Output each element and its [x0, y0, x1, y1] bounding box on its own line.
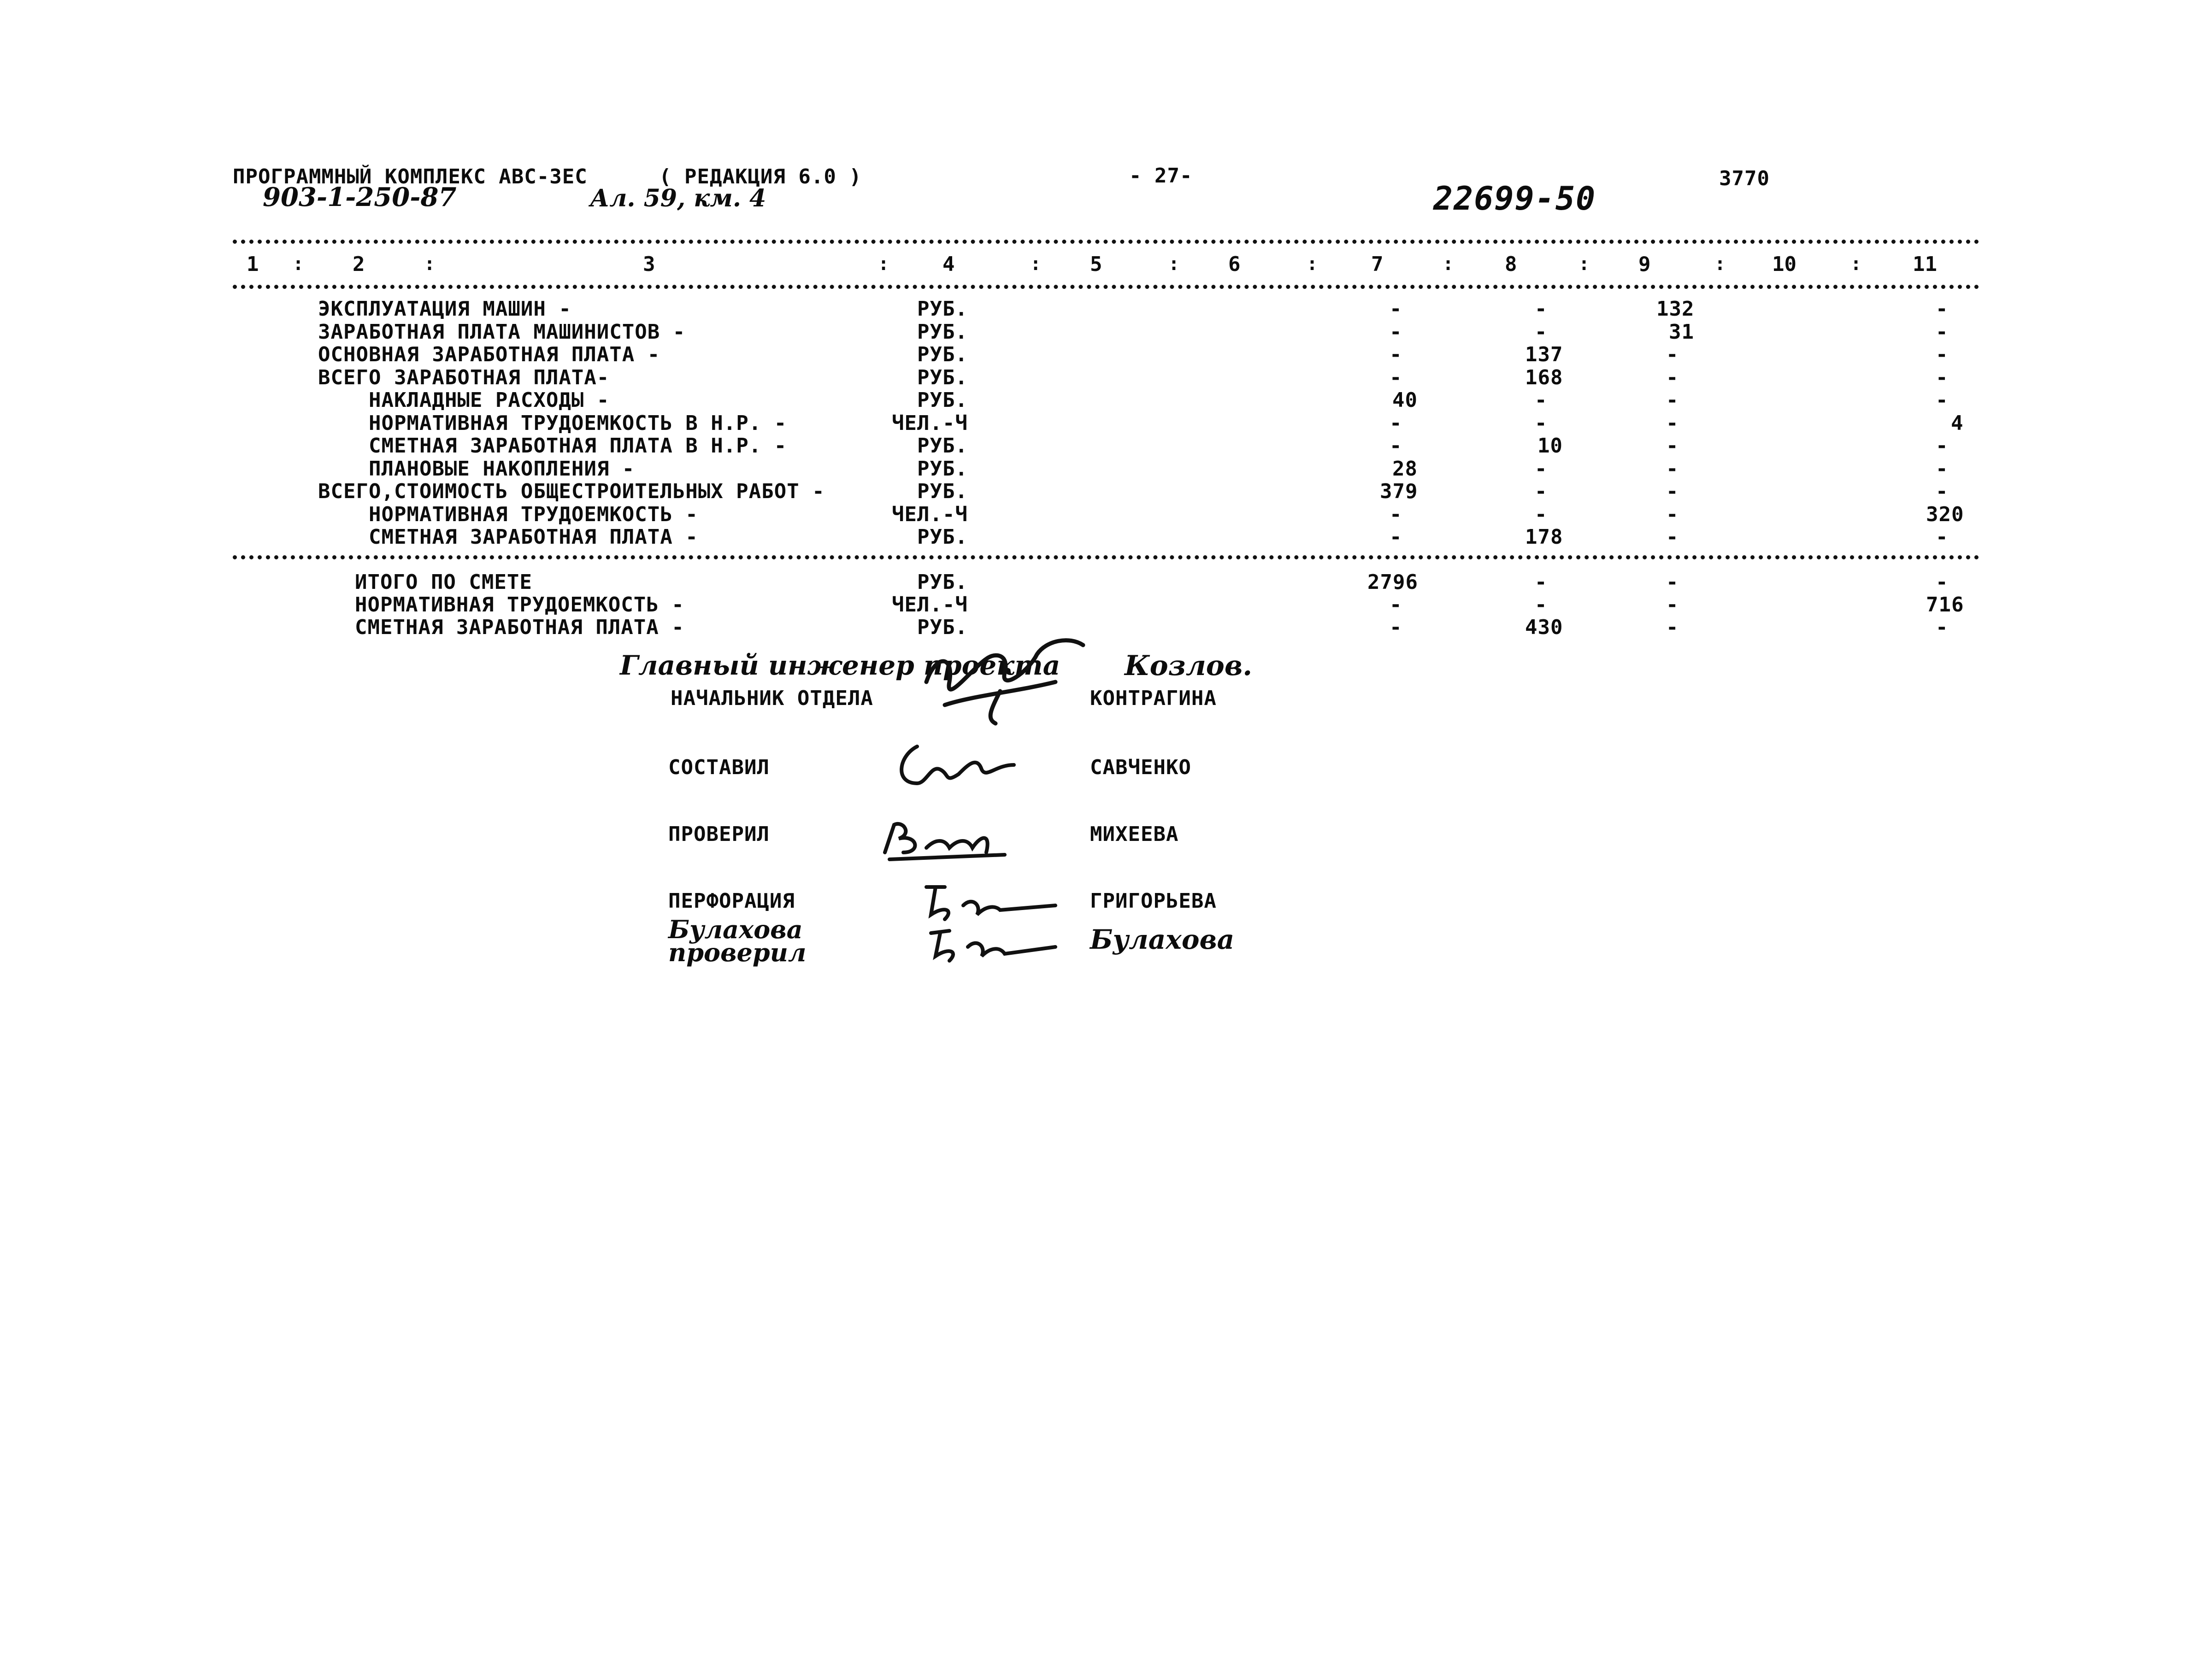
cell-col-11: 320 — [1926, 502, 1964, 526]
top-rule — [233, 240, 1979, 244]
col-separator: : — [1850, 253, 1862, 275]
cell-col-11: - — [1936, 365, 1949, 389]
cell-col-9: - — [1666, 365, 1679, 389]
table-row — [0, 320, 2197, 343]
cell-col-11: - — [1936, 480, 1949, 503]
chief-engineer-title: Главный инженер проекта — [620, 650, 1060, 681]
checked-by-title: ПРОВЕРИЛ — [668, 822, 770, 846]
cell-col-8: - — [1535, 502, 1548, 526]
row-unit: РУБ. — [917, 320, 968, 344]
row-label: ОСНОВНАЯ ЗАРАБОТНАЯ ПЛАТА - — [318, 343, 660, 366]
checker-signature-graphic — [876, 816, 1014, 862]
table-row — [0, 388, 2197, 411]
row-unit: РУБ. — [917, 457, 968, 481]
row-unit: РУБ. — [917, 343, 968, 366]
document-number: 22699-50 — [1433, 180, 1596, 217]
cell-col-11: - — [1936, 388, 1949, 412]
row-label: ИТОГО ПО СМЕТЕ — [355, 570, 532, 594]
row-unit: ЧЕЛ.-Ч — [892, 411, 968, 435]
cell-col-11: - — [1936, 570, 1949, 594]
cell-col-8: - — [1535, 593, 1548, 617]
col-separator: : — [1168, 253, 1180, 275]
cell-col-7: 40 — [1392, 388, 1418, 412]
col-separator: : — [1030, 253, 1042, 275]
row-label: НОРМАТИВНАЯ ТРУДОЕМКОСТЬ - — [355, 593, 684, 617]
cell-col-11: - — [1936, 525, 1949, 549]
cell-col-11: - — [1936, 434, 1949, 458]
col-separator: : — [878, 253, 889, 275]
table-row — [0, 434, 2197, 457]
row-label: СМЕТНАЯ ЗАРАБОТНАЯ ПЛАТА - — [369, 525, 698, 549]
row-label: ПЛАНОВЫЕ НАКОПЛЕНИЯ - — [369, 457, 635, 481]
cell-col-9: - — [1666, 593, 1679, 617]
handwritten-extra-title-2: проверил — [668, 938, 807, 967]
cell-col-11: - — [1936, 320, 1949, 344]
cell-col-7: - — [1390, 343, 1402, 366]
cell-col-8: - — [1535, 411, 1548, 435]
cell-col-8: 10 — [1537, 434, 1563, 458]
cell-col-7: 379 — [1380, 480, 1418, 503]
program-edition: ( РЕДАКЦИЯ 6.0 ) — [659, 165, 862, 188]
handwritten-extra-title-1: Булахова — [668, 915, 803, 944]
row-label: СМЕТНАЯ ЗАРАБОТНАЯ ПЛАТА В Н.Р. - — [369, 434, 787, 458]
row-label: НОРМАТИВНАЯ ТРУДОЕМКОСТЬ В Н.Р. - — [369, 411, 787, 435]
cell-col-7: - — [1390, 365, 1402, 389]
perforation-signature-graphic — [917, 878, 1069, 965]
row-label: НОРМАТИВНАЯ ТРУДОЕМКОСТЬ - — [369, 502, 698, 526]
cell-col-7: - — [1390, 593, 1402, 617]
cell-col-7: - — [1390, 320, 1402, 344]
head-of-department-name: КОНТРАГИНА — [1090, 687, 1217, 710]
col-6: 6 — [1228, 253, 1241, 276]
col-3: 3 — [643, 253, 655, 276]
col-11: 11 — [1913, 253, 1937, 276]
page-mark: - 27- — [1129, 164, 1193, 188]
col-separator: : — [424, 253, 436, 275]
row-unit: ЧЕЛ.-Ч — [892, 593, 968, 617]
totals-rule — [233, 555, 1979, 559]
cell-col-9: - — [1666, 388, 1679, 412]
table-row — [0, 297, 2197, 320]
cell-col-11: - — [1936, 343, 1949, 366]
cell-col-7: 2796 — [1367, 570, 1418, 594]
table-row — [0, 593, 2197, 616]
col-9: 9 — [1638, 253, 1651, 276]
col-separator: : — [1307, 253, 1318, 275]
table-row — [0, 366, 2197, 389]
cell-col-9: - — [1666, 480, 1679, 503]
row-unit: РУБ. — [917, 388, 968, 412]
handwritten-sheet-ref: Ал. 59, км. 4 — [590, 184, 766, 212]
compiled-by-title: СОСТАВИЛ — [668, 756, 770, 779]
cell-col-7: - — [1390, 297, 1402, 321]
cell-col-11: - — [1936, 616, 1949, 639]
col-separator: : — [1443, 253, 1454, 275]
cell-col-8: 137 — [1525, 343, 1563, 366]
cell-col-8: - — [1535, 297, 1548, 321]
col-7: 7 — [1371, 253, 1384, 276]
cell-col-9: - — [1666, 457, 1679, 481]
row-label: НАКЛАДНЫЕ РАСХОДЫ - — [369, 388, 610, 412]
handwritten-project-number: 903-1-250-87 — [263, 182, 457, 212]
row-unit: РУБ. — [917, 297, 968, 321]
cell-col-11: - — [1936, 297, 1949, 321]
checked-by-name: МИХЕЕВА — [1090, 822, 1179, 846]
compiler-signature-graphic — [889, 737, 1028, 793]
cell-col-8: 168 — [1525, 365, 1563, 389]
cell-col-8: - — [1535, 570, 1548, 594]
col-4: 4 — [942, 253, 955, 276]
table-row — [0, 503, 2197, 526]
cell-col-9: - — [1666, 525, 1679, 549]
table-row — [0, 480, 2197, 503]
handwritten-extra-name: Булахова — [1090, 924, 1235, 955]
cell-col-9: - — [1666, 502, 1679, 526]
cell-col-9: - — [1666, 570, 1679, 594]
cell-col-8: 430 — [1525, 616, 1563, 639]
cell-col-7: - — [1390, 502, 1402, 526]
header-rule — [233, 285, 1979, 289]
col-separator: : — [1714, 253, 1726, 275]
col-separator: : — [293, 253, 304, 275]
col-8: 8 — [1505, 253, 1517, 276]
cell-col-7: - — [1390, 616, 1402, 639]
table-row — [0, 343, 2197, 366]
cell-col-11: 4 — [1951, 411, 1964, 435]
perforation-name: ГРИГОРЬЕВА — [1090, 889, 1217, 913]
table-row — [0, 411, 2197, 435]
cell-col-11: - — [1936, 457, 1949, 481]
row-unit: РУБ. — [917, 365, 968, 389]
row-label: СМЕТНАЯ ЗАРАБОТНАЯ ПЛАТА - — [355, 616, 684, 639]
chief-engineer-name: Козлов. — [1125, 650, 1253, 682]
cell-col-9: 31 — [1669, 320, 1694, 344]
col-10: 10 — [1772, 253, 1796, 276]
row-unit: РУБ. — [917, 525, 968, 549]
cell-col-7: - — [1390, 525, 1402, 549]
compiled-by-name: САВЧЕНКО — [1090, 756, 1191, 779]
row-label: ЗАРАБОТНАЯ ПЛАТА МАШИНИСТОВ - — [318, 320, 686, 344]
cell-col-8: - — [1535, 320, 1548, 344]
cell-col-8: - — [1535, 457, 1548, 481]
row-label: ВСЕГО,СТОИМОСТЬ ОБЩЕСТРОИТЕЛЬНЫХ РАБОТ - — [318, 480, 825, 503]
row-label: ЭКСПЛУАТАЦИЯ МАШИН - — [318, 297, 571, 321]
cell-col-9: - — [1666, 343, 1679, 366]
col-separator: : — [1579, 253, 1590, 275]
cell-col-9: 132 — [1656, 297, 1695, 321]
table-row — [0, 457, 2197, 480]
col-1: 1 — [247, 253, 259, 276]
table-row — [0, 570, 2197, 593]
cell-col-9: - — [1666, 411, 1679, 435]
cell-col-7: - — [1390, 434, 1402, 458]
perforation-title: ПЕРФОРАЦИЯ — [668, 889, 795, 913]
cell-col-9: - — [1666, 434, 1679, 458]
cell-col-8: - — [1535, 388, 1548, 412]
cell-col-8: 178 — [1525, 525, 1563, 549]
col-5: 5 — [1090, 253, 1102, 276]
cell-col-7: 28 — [1392, 457, 1418, 481]
row-unit: РУБ. — [917, 480, 968, 503]
cell-col-8: - — [1535, 480, 1548, 503]
program-title: ПРОГРАММНЫЙ КОМПЛЕКС АВС-ЗЕС — [233, 165, 588, 188]
chief-signature-graphic — [917, 627, 1115, 728]
cell-col-9: - — [1666, 616, 1679, 639]
row-unit: РУБ. — [917, 570, 968, 594]
row-unit: ЧЕЛ.-Ч — [892, 502, 968, 526]
table-row — [0, 525, 2197, 548]
row-label: ВСЕГО ЗАРАБОТНАЯ ПЛАТА- — [318, 365, 610, 389]
cell-col-7: - — [1390, 411, 1402, 435]
cell-col-11: 716 — [1926, 593, 1964, 617]
col-2: 2 — [353, 253, 365, 276]
head-of-department-title: НАЧАЛЬНИК ОТДЕЛА — [671, 687, 873, 710]
row-unit: РУБ. — [917, 616, 968, 639]
sheet-code: 3770 — [1719, 167, 1770, 190]
row-unit: РУБ. — [917, 434, 968, 458]
